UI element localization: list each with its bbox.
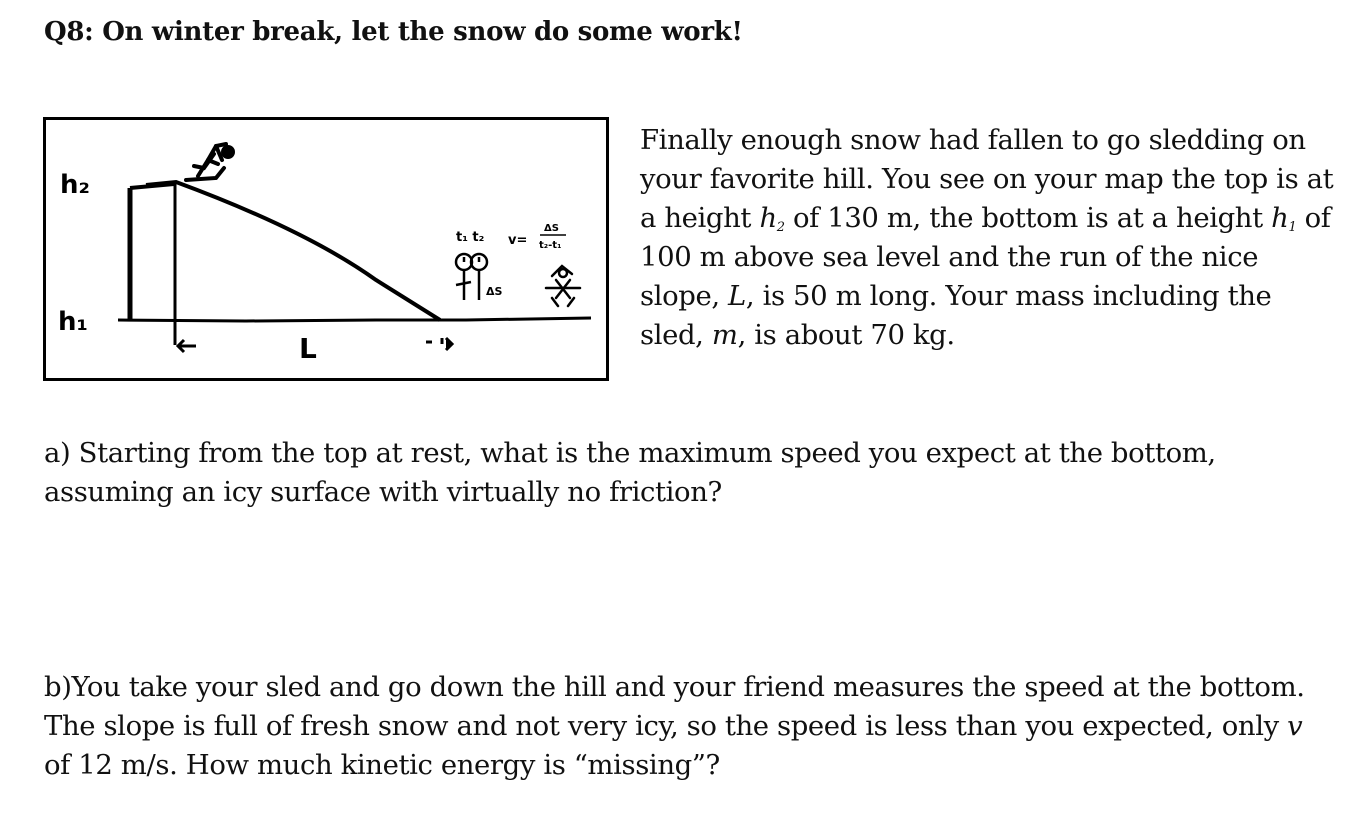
h2-label: h₂ [60,170,90,200]
question-b [44,668,1324,785]
intro-text-2: of 130 m, the bottom is at a height [784,202,1272,234]
sled-rider-icon [186,144,233,180]
velocity-equals: v= [508,233,528,248]
sled-hill-diagram [43,117,609,381]
formula-denominator: t₂-t₁ [539,240,562,251]
friend-observer-icon [546,266,580,306]
formula-numerator: ΔS [544,223,559,234]
L-variable: L [728,280,746,312]
question-b-text-2: of 12 m/s. How much kinetic energy is “missing”? [44,749,720,781]
timer-labels: t₁ t₂ [456,230,485,245]
hill-slope [146,182,440,320]
intro-text-3: of 100 m above sea level and the run of the nice slope, [640,202,1331,312]
h1-variable: h [1271,202,1289,234]
h2-variable: h [759,202,777,234]
delta-s-label: ΔS [486,285,503,298]
v-variable: v [1287,710,1303,742]
intro-text-4: , is 50 m long. Your mass including the sled, [640,280,1272,351]
problem-intro [640,121,1340,355]
m-variable: m [711,319,738,351]
h1-label: h₁ [58,307,88,337]
stopwatch-icon [456,254,487,300]
L-label: L [299,332,317,365]
question-title: Q8: On winter break, let the snow do some work! [44,17,743,47]
question-b-text-1: b)You take your sled and go down the hill and your friend measures the speed at the bottom. The slope is full of fresh snow and not very icy, so the speed is less than you expected, only [44,671,1305,742]
question-a: a) Starting from the top at rest, what is the maximum speed you expect at the bottom, assuming an icy surface with virtually no friction? [44,437,1216,508]
ground-line [118,318,591,321]
intro-text-5: , is about 70 kg. [737,319,955,351]
h1-subscript: 1 [1288,220,1297,235]
intro-text-1: Finally enough snow had fallen to go sledding on your favorite hill. You see on your map the top is at a height [640,124,1334,234]
h2-subscript: 2 [776,220,785,235]
